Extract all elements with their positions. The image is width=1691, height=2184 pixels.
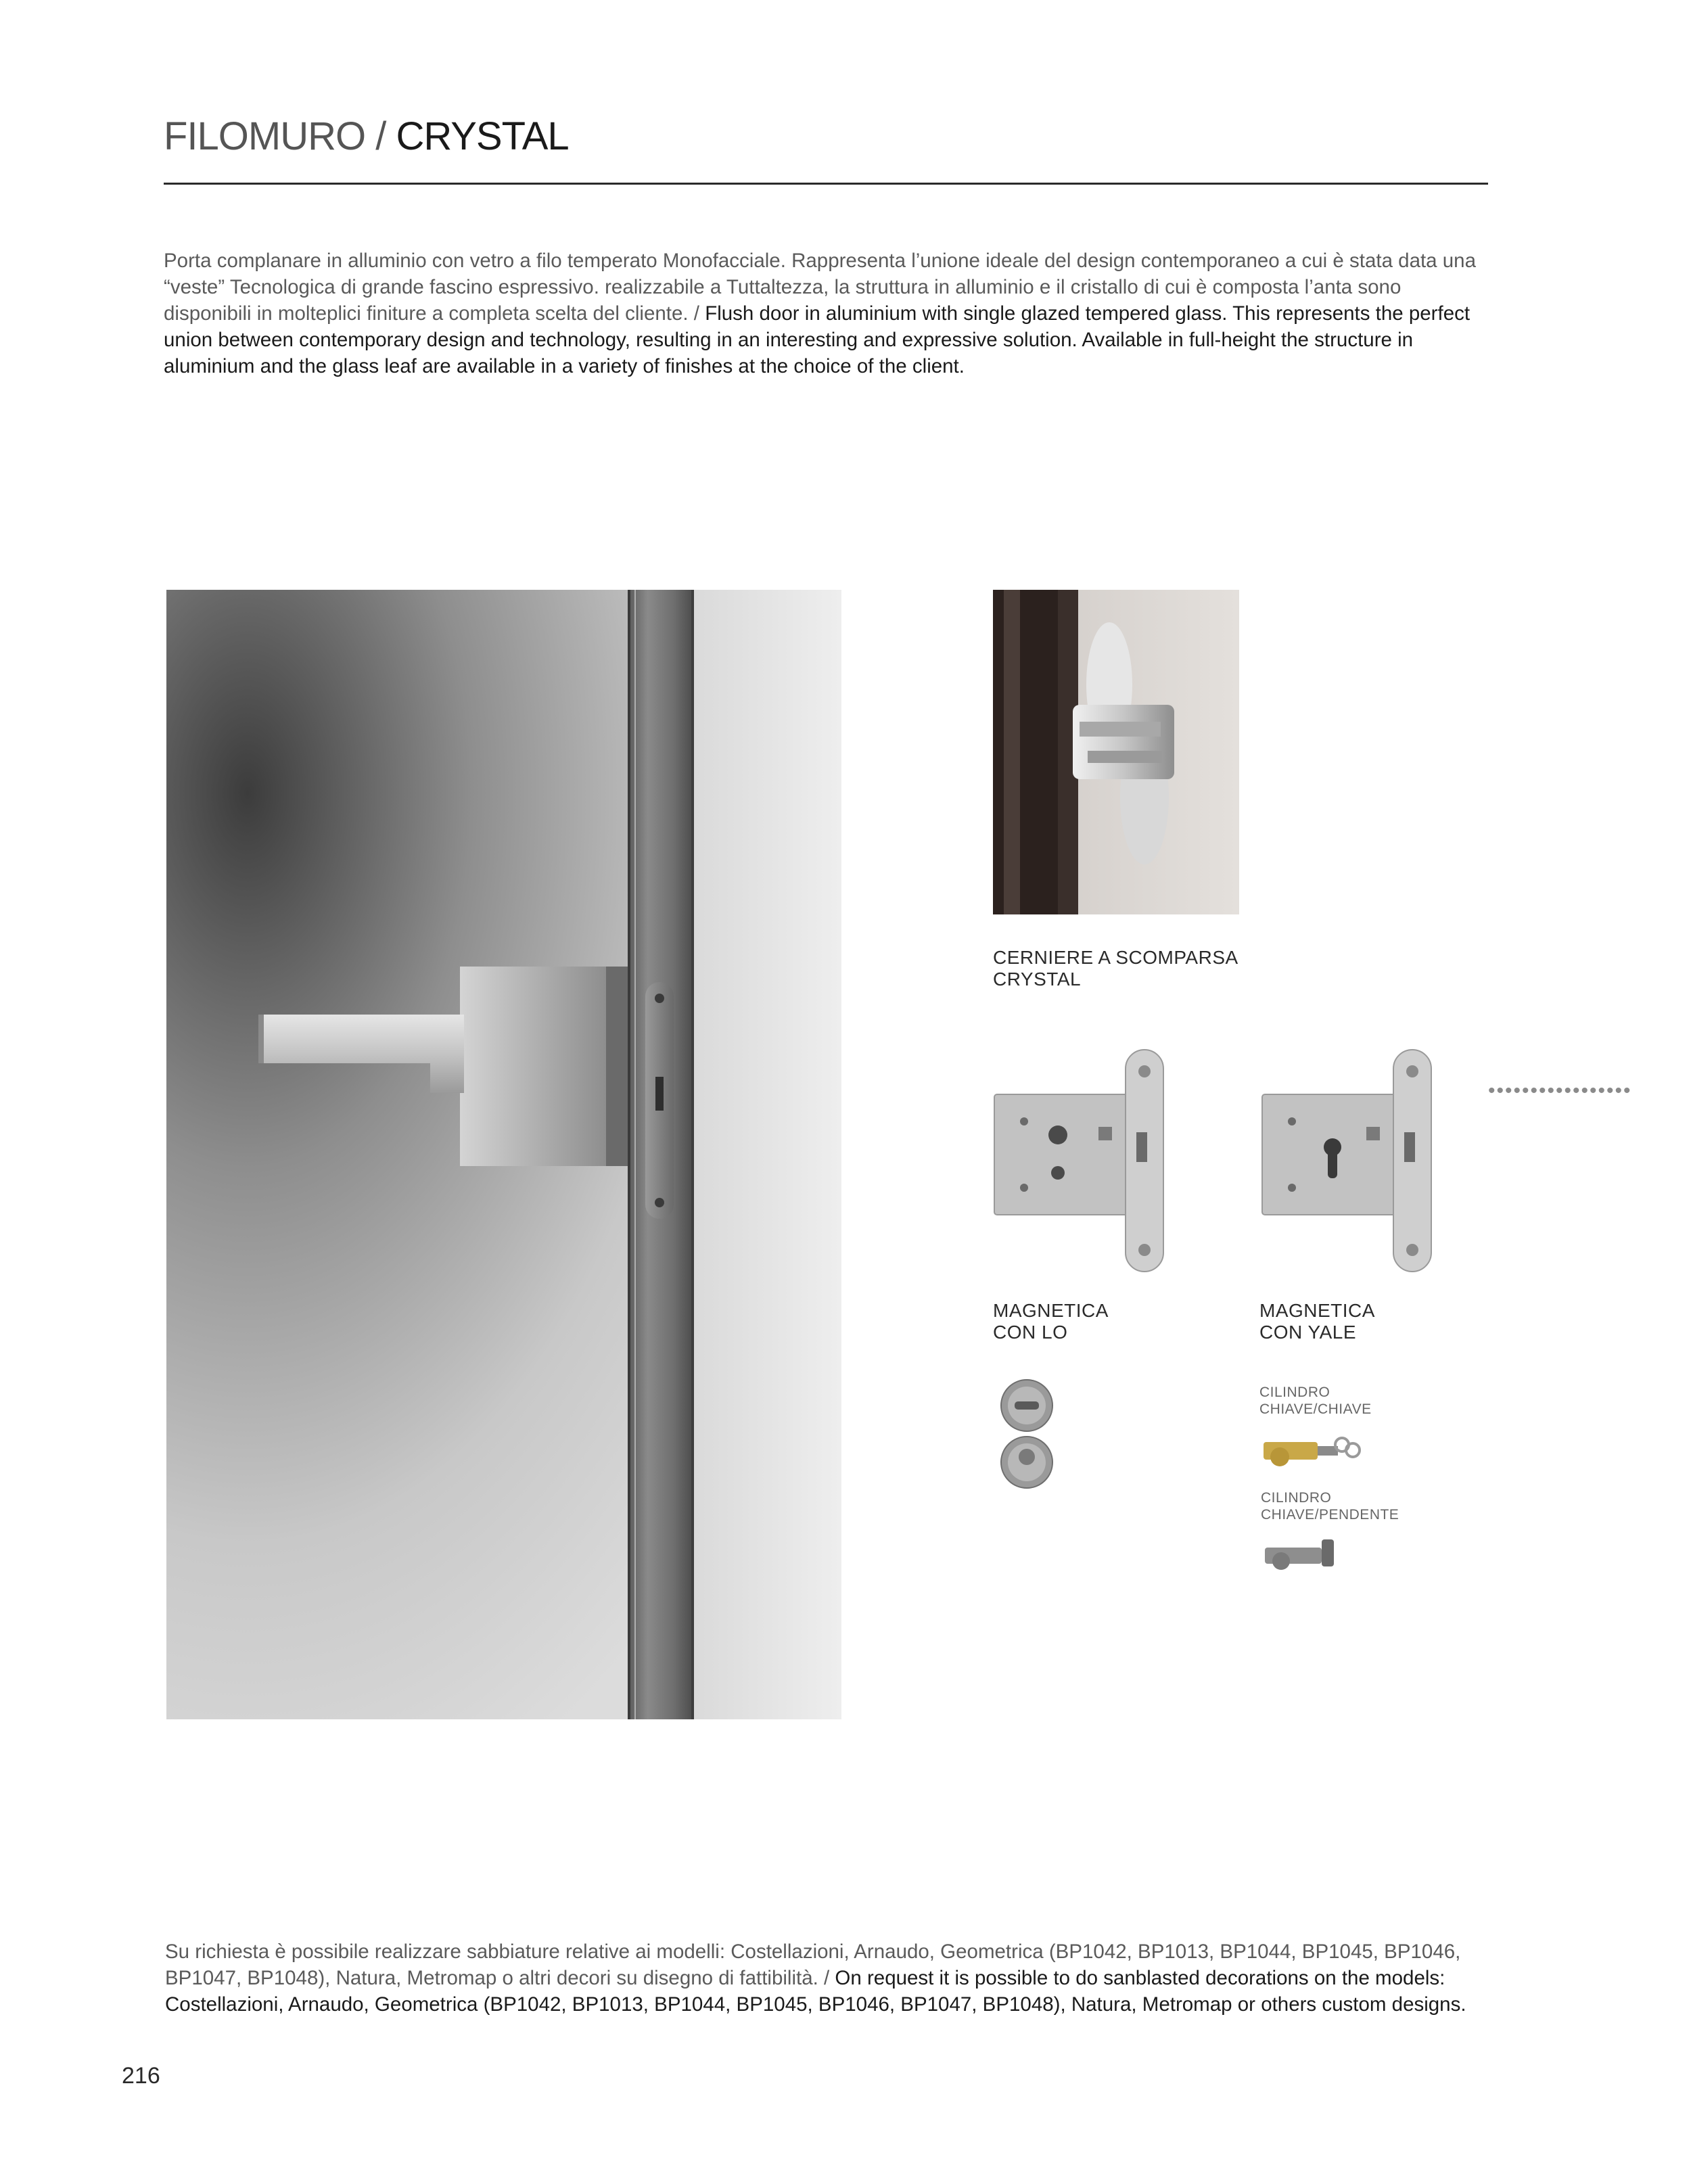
page-number: 216 (122, 2063, 160, 2089)
title-series: FILOMURO / (164, 114, 396, 158)
title-model: CRYSTAL (396, 114, 569, 158)
lock-yale-caption-line1: MAGNETICA (1259, 1300, 1375, 1321)
thumb-turn-rose-image (998, 1377, 1055, 1434)
dotted-separator: ••••••••••••••••• (1488, 1079, 1632, 1102)
cylinder-key-key-caption-line2: CHIAVE/CHIAVE (1259, 1401, 1372, 1417)
magnetic-lock-lo-image (990, 1046, 1173, 1276)
intro-english: Flush door in aluminium with single glazed tempered glass. This represents the perfect union between contemporary design and technology, resulting in an interesting and expressive solution. Available in full-height the structure in aluminium and the glass leaf are available in a variety of finishes at the choice of the client. (164, 302, 1470, 377)
hinge-caption-line1: CERNIERE A SCOMPARSA (993, 947, 1238, 968)
hidden-hinge-photo (993, 590, 1239, 914)
emergency-release-rose-image (998, 1434, 1055, 1491)
cylinder-key-key-image (1261, 1430, 1369, 1470)
footer-english: On request it is possible to do sanblasted decorations on the models: Costellazioni, Arnaudo, Geometrica (BP1042, BP1013, BP1044, BP1045, BP1046, BP1047, BP1048), Natura, Metromap or others custom designs. (165, 1967, 1466, 2016)
lock-lo-caption-line1: MAGNETICA (993, 1300, 1109, 1321)
cylinder-key-knob-caption-line1: CILINDRO (1261, 1490, 1332, 1506)
footer-italian: Su richiesta è possibile realizzare sabbiature relative ai modelli: Costellazioni, Arnaudo, Geometrica (BP1042, BP1013, BP1044, BP1045, BP1046, BP1047, BP1048), Natura, Metromap o altri decori su disegno di fattibilità. / (165, 1941, 1461, 1989)
hinge-caption-line2: CRYSTAL (993, 969, 1082, 990)
lock-lo-caption-line2: CON LO (993, 1322, 1068, 1343)
intro-paragraph (164, 248, 1489, 379)
footer-paragraph (165, 1938, 1491, 2018)
lock-yale-caption-line2: CON YALE (1259, 1322, 1357, 1343)
cylinder-key-key-caption-line1: CILINDRO (1259, 1385, 1330, 1400)
magnetic-lock-yale-image (1258, 1046, 1441, 1276)
title-divider (164, 183, 1488, 185)
page-title (164, 114, 569, 159)
cylinder-key-knob-image (1261, 1534, 1342, 1575)
door-handle-photo (166, 590, 841, 1719)
cylinder-key-knob-caption-line2: CHIAVE/PENDENTE (1261, 1507, 1399, 1523)
intro-italian: Porta complanare in alluminio con vetro a filo temperato Monofacciale. Rappresenta l’unione ideale del design contemporaneo a cui è stata data una “veste” Tecnologica di grande fascino espressivo. realizzabile a Tuttaltezza, la struttura in alluminio e il cristallo di cui è composta l’anta sono disponibili in molteplici finiture a completa scelta del cliente. / (164, 250, 1476, 325)
